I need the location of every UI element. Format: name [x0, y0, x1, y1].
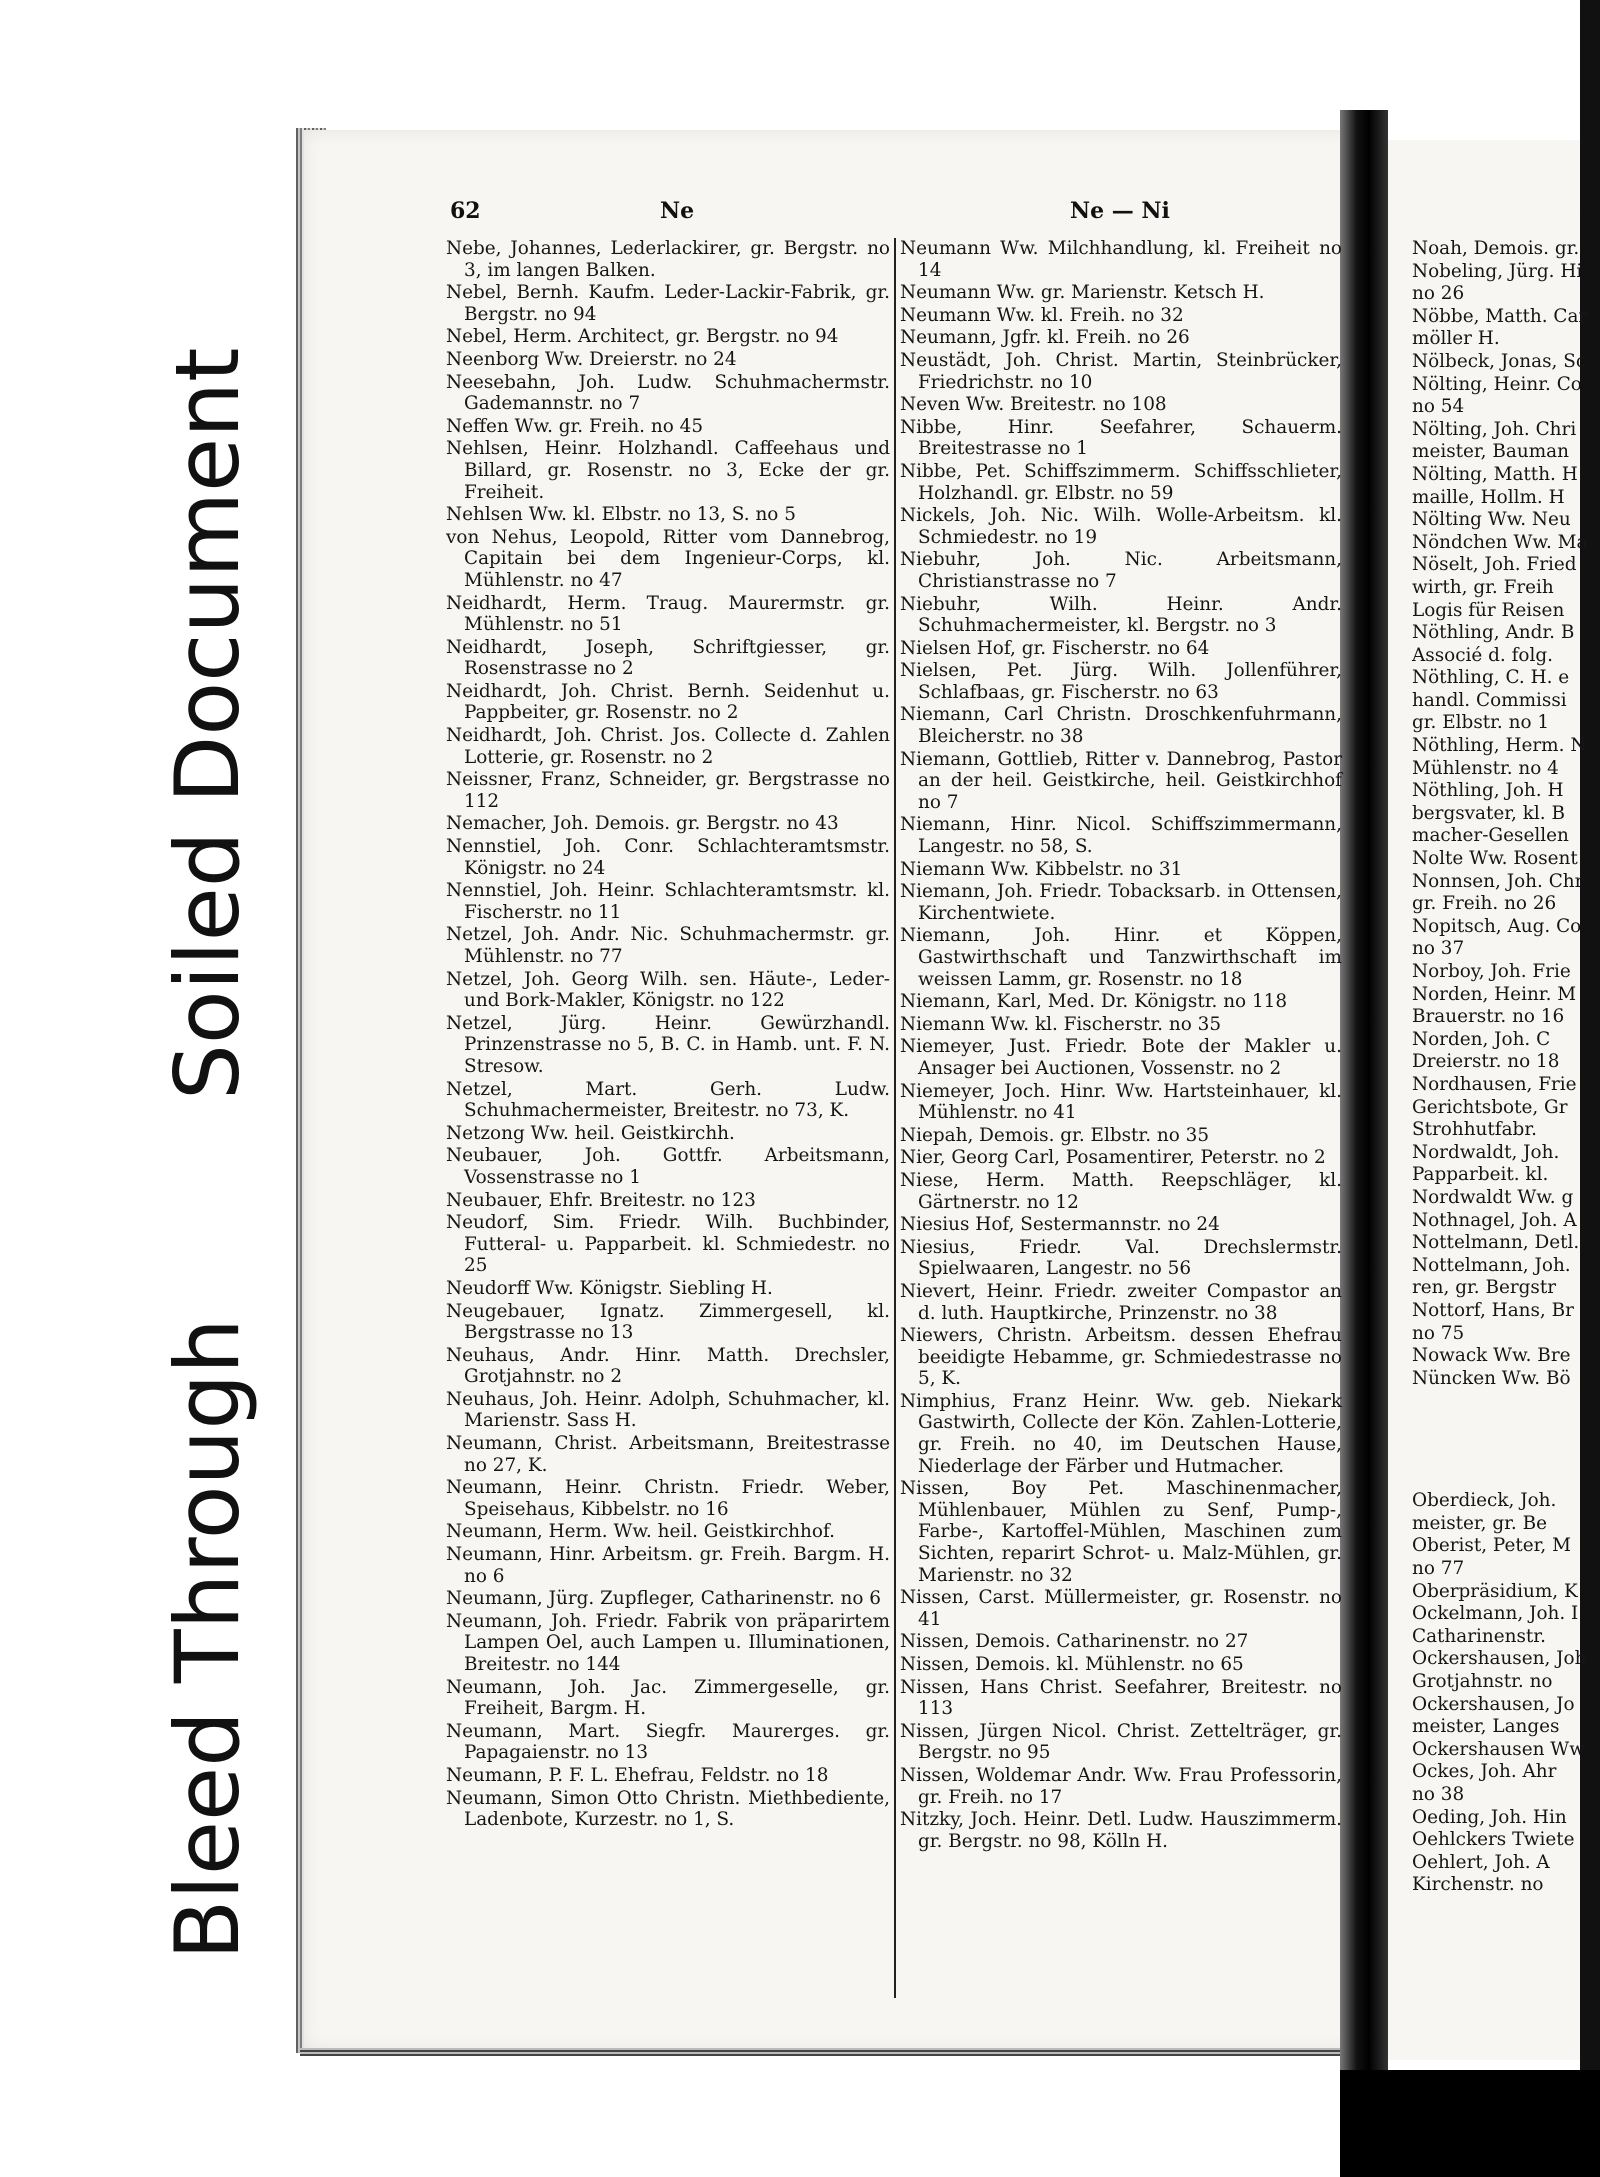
directory-entry: Neumann, Simon Otto Christn. Miethbediente, Ladenbote, Kurzestr. no 1, S. [446, 1787, 890, 1831]
directory-entry: Niemann, Hinr. Nicol. Schiffszimmermann, Langestr. no 58, S. [900, 814, 1342, 858]
directory-entry: Kirchenstr. no [1412, 1874, 1544, 1896]
directory-entry: Niemann Ww. kl. Fischerstr. no 35 [900, 1013, 1222, 1035]
directory-column-1 [446, 238, 890, 1832]
directory-entry: Neissner, Franz, Schneider, gr. Bergstrasse no 112 [446, 769, 890, 812]
directory-entry: Nissen, Carst. Müllermeister, gr. Rosenstr. no 41 [900, 1587, 1342, 1630]
page-bottom-edge [300, 2048, 1375, 2056]
directory-entry: Neumann, Hinr. Arbeitsm. gr. Freih. Bargm. H. no 6 [446, 1544, 890, 1587]
directory-entry: Nöthling, Andr. B [1412, 622, 1575, 644]
directory-entry: Nottorf, Hans, Br [1412, 1299, 1574, 1321]
directory-entry: Strohhutfabr. [1412, 1119, 1537, 1141]
directory-entry: Neumann, P. F. L. Ehefrau, Feldstr. no 18 [446, 1764, 829, 1786]
directory-entry: Ockes, Joh. Ahr [1412, 1761, 1557, 1783]
directory-entry: Grotjahnstr. no [1412, 1671, 1553, 1693]
directory-entry: Nöselt, Joh. Fried [1412, 554, 1577, 576]
directory-entry: wirth, gr. Freih [1412, 576, 1554, 598]
directory-entry: meister, Langes [1412, 1716, 1560, 1738]
running-header-left: Ne [660, 198, 695, 224]
directory-entry: Nissen, Demois. kl. Mühlenstr. no 65 [900, 1654, 1244, 1675]
directory-entry: Nibbe, Hinr. Seefahrer, Schauerm. Breitestrasse no 1 [900, 416, 1342, 460]
directory-entry: Nobeling, Jürg. Hi [1412, 260, 1583, 282]
directory-entry: Niemann, Karl, Med. Dr. Königstr. no 118 [900, 991, 1288, 1013]
directory-entry: no 54 [1412, 396, 1465, 418]
directory-entry: von Nehus, Leopold, Ritter vom Dannebrog, Capitain bei dem Ingenieur-Corps, kl. Mühlenstr. no 47 [446, 526, 890, 591]
directory-entry: Nordwaldt Ww. g [1412, 1186, 1574, 1208]
directory-entry: Nopitsch, Aug. Co [1412, 915, 1582, 937]
directory-entry: Niemeyer, Joch. Hinr. Ww. Hartsteinhauer, kl. Mühlenstr. no 41 [900, 1080, 1342, 1124]
directory-entry: Neidhardt, Herm. Traug. Maurermstr. gr. Mühlenstr. no 51 [446, 592, 890, 636]
directory-entry: Nöthling, C. H. e [1412, 667, 1570, 689]
directory-entry: Niepah, Demois. gr. Elbstr. no 35 [900, 1124, 1210, 1146]
directory-entry: Nielsen, Pet. Jürg. Wilh. Jollenführer, Schlafbaas, gr. Fischerstr. no 63 [900, 660, 1342, 703]
column-3-lower [1412, 1490, 1600, 1896]
directory-entry: Catharinenstr. [1412, 1625, 1546, 1647]
directory-entry: maille, Hollm. H [1412, 486, 1565, 508]
directory-entry: Nordhausen, Frie [1412, 1073, 1577, 1095]
directory-entry: Neumann, Mart. Siegfr. Maurerges. gr. Papagaienstr. no 13 [446, 1720, 890, 1764]
book-spine [1340, 110, 1388, 2177]
directory-entry: Neubauer, Ehfr. Breitestr. no 123 [446, 1189, 756, 1211]
directory-entry: Associé d. folg. [1412, 644, 1553, 666]
directory-entry: Nebel, Bernh. Kaufm. Leder-Lackir-Fabrik, gr. Bergstr. no 94 [446, 282, 890, 325]
directory-entry: Nowack Ww. Bre [1412, 1345, 1571, 1367]
directory-entry: Niemann, Joh. Hinr. et Köppen, Gastwirthschaft und Tanzwirthschaft im weissen Lamm, gr. Rosenstr. no 18 [900, 925, 1342, 990]
directory-entry: Niemeyer, Just. Friedr. Bote der Makler u. Ansager bei Auctionen, Vossenstr. no 2 [900, 1036, 1342, 1079]
directory-entry: Niemann, Joh. Friedr. Tobacksarb. in Ottensen, Kirchentwiete. [900, 881, 1342, 924]
column-divider [894, 238, 896, 1998]
directory-entry: handl. Commissi [1412, 689, 1567, 711]
directory-entry: Neumann Ww. Milchhandlung, kl. Freiheit no 14 [900, 238, 1342, 281]
directory-entry: Neumann, Jürg. Zupfleger, Catharinenstr. no 6 [446, 1588, 881, 1610]
bottom-shadow [1340, 2070, 1600, 2177]
directory-entry: Oehlckers Twiete [1412, 1829, 1575, 1851]
directory-entry: Netzel, Mart. Gerh. Ludw. Schuhmachermeister, Breitestr. no 73, K. [446, 1078, 890, 1122]
directory-entry: Ockershausen Ww [1412, 1738, 1585, 1760]
column-3-upper [1412, 238, 1600, 1389]
directory-entry: Nemacher, Joh. Demois. gr. Bergstr. no 43 [446, 813, 839, 835]
directory-entry: no 37 [1412, 938, 1465, 960]
directory-entry: Nölting Ww. Neu [1412, 509, 1571, 531]
directory-entry: Nissen, Hans Christ. Seefahrer, Breitestr. no 113 [900, 1676, 1342, 1720]
directory-entry: Netzel, Joh. Georg Wilh. sen. Häute-, Leder- und Bork-Makler, Königstr. no 122 [446, 968, 890, 1012]
directory-entry: Neidhardt, Joh. Christ. Jos. Collecte d. Zahlen Lotterie, gr. Rosenstr. no 2 [446, 725, 890, 768]
directory-entry: Nüncken Ww. Bö [1412, 1367, 1571, 1389]
directory-entry: Neudorf, Sim. Friedr. Wilh. Buchbinder, Futteral- u. Papparbeit. kl. Schmiedestr. no 25 [446, 1212, 890, 1277]
directory-entry: Mühlenstr. no 4 [1412, 757, 1559, 779]
directory-entry: Neustädt, Joh. Christ. Martin, Steinbrücker, Friedrichstr. no 10 [900, 349, 1342, 393]
directory-entry: Nölting, Joh. Chri [1412, 418, 1577, 440]
directory-entry: Niemann, Carl Christn. Droschkenfuhrmann, Bleicherstr. no 38 [900, 704, 1342, 748]
directory-entry: Noah, Demois. gr. [1412, 238, 1580, 259]
running-header-center: Ne — Ni [1070, 198, 1170, 224]
directory-entry: Oberpräsidium, K [1412, 1580, 1578, 1602]
directory-entry: Niemann Ww. Kibbelstr. no 31 [900, 858, 1183, 880]
directory-entry: Nölting, Heinr. Co [1412, 373, 1582, 395]
directory-entry: Nebe, Johannes, Lederlackirer, gr. Bergstr. no 3, im langen Balken. [446, 238, 890, 281]
directory-entry: no 75 [1412, 1322, 1465, 1344]
directory-entry: Nordwaldt, Joh. [1412, 1141, 1560, 1163]
directory-entry: gr. Elbstr. no 1 [1412, 712, 1550, 734]
directory-entry: Nonnsen, Joh. Chr [1412, 870, 1584, 892]
directory-entry: Nölting, Matth. H [1412, 463, 1578, 485]
directory-entry: no 26 [1412, 283, 1465, 305]
directory-entry: bergsvater, kl. B [1412, 802, 1565, 824]
directory-column-2 [900, 238, 1342, 1853]
directory-entry: no 77 [1412, 1558, 1465, 1580]
directory-entry: Gerichtsbote, Gr [1412, 1096, 1568, 1118]
directory-entry: meister, gr. Be [1412, 1512, 1548, 1534]
directory-entry: macher-Gesellen [1412, 825, 1569, 847]
directory-entry: Nickels, Joh. Nic. Wilh. Wolle-Arbeitsm. kl. Schmiedestr. no 19 [900, 505, 1342, 548]
running-header-right: N [1580, 198, 1600, 224]
directory-entry: Dreierstr. no 18 [1412, 1051, 1560, 1073]
directory-entry: Nöndchen Ww. Ma [1412, 531, 1588, 553]
directory-entry: Nennstiel, Joh. Heinr. Schlachteramtsmstr. kl. Fischerstr. no 11 [446, 880, 890, 923]
directory-entry: meister, Bauman [1412, 441, 1569, 463]
directory-entry: Nievert, Heinr. Friedr. zweiter Compastor an d. luth. Hauptkirche, Prinzenstr. no 38 [900, 1280, 1342, 1324]
directory-entry: Neffen Ww. gr. Freih. no 45 [446, 415, 704, 437]
directory-entry: Nitzky, Joch. Heinr. Detl. Ludw. Hauszimmerm. gr. Bergstr. no 98, Kölln H. [900, 1809, 1342, 1852]
directory-entry: Nier, Georg Carl, Posamentirer, Peterstr. no 2 [900, 1147, 1326, 1169]
directory-entry: Oeding, Joh. Hin [1412, 1806, 1567, 1828]
directory-entry: Niese, Herm. Matth. Reepschläger, kl. Gärtnerstr. no 12 [900, 1169, 1342, 1213]
directory-entry: Neumann, Jgfr. kl. Freih. no 26 [900, 327, 1190, 349]
directory-entry: Neesebahn, Joh. Ludw. Schuhmachermstr. Gademannstr. no 7 [446, 371, 890, 415]
directory-entry: Nolte Ww. Rosent [1412, 848, 1578, 870]
directory-entry: Neugebauer, Ignatz. Zimmergesell, kl. Bergstrasse no 13 [446, 1300, 890, 1344]
directory-entry: Nottelmann, Detl. [1412, 1232, 1580, 1254]
directory-entry: Netzel, Joh. Andr. Nic. Schuhmachermstr. gr. Mühlenstr. no 77 [446, 924, 890, 967]
directory-entry: Niemann, Gottlieb, Ritter v. Dannebrog, Pastor an der heil. Geistkirche, heil. Geistkirchhof no 7 [900, 748, 1342, 813]
directory-entry: Neumann Ww. gr. Marienstr. Ketsch H. [900, 282, 1265, 304]
directory-entry: Nöthling, Joh. H [1412, 780, 1564, 802]
directory-entry: Niewers, Christn. Arbeitsm. dessen Ehefrau beeidigte Hebamme, gr. Schmiedestrasse no 5, K. [900, 1325, 1342, 1390]
directory-entry: Niebuhr, Wilh. Heinr. Andr. Schuhmachermeister, kl. Bergstr. no 3 [900, 593, 1342, 637]
directory-entry: Netzel, Jürg. Heinr. Gewürzhandl. Prinzenstrasse no 5, B. C. in Hamb. unt. F. N. Stresow. [446, 1012, 890, 1077]
directory-entry: Neven Ww. Breitestr. no 108 [900, 394, 1167, 416]
page-number: 62 [450, 198, 481, 224]
directory-entry: Nöbbe, Matth. Car [1412, 305, 1588, 327]
directory-entry: gr. Freih. no 26 [1412, 893, 1557, 915]
directory-entry: Neubauer, Joh. Gottfr. Arbeitsmann, Vossenstrasse no 1 [446, 1145, 890, 1188]
directory-entry: Nissen, Jürgen Nicol. Christ. Zettelträger, gr. Bergstr. no 95 [900, 1720, 1342, 1764]
directory-entry: Ockershausen, Jo [1412, 1693, 1575, 1715]
directory-entry: Norden, Heinr. M [1412, 983, 1577, 1005]
directory-entry: möller H. [1412, 328, 1500, 350]
directory-entry: Neumann, Herm. Ww. heil. Geistkirchhof. [446, 1521, 835, 1543]
directory-entry: Nölbeck, Jonas, Sc [1412, 350, 1587, 372]
directory-entry: Norboy, Joh. Frie [1412, 961, 1571, 982]
directory-entry: Brauerstr. no 16 [1412, 1006, 1565, 1028]
directory-column-3 [1412, 238, 1600, 1897]
directory-entry: Neenborg Ww. Dreierstr. no 24 [446, 348, 737, 370]
bleed-through-label: Bleed Through [156, 1318, 259, 1960]
directory-entry: Oehlert, Joh. A [1412, 1851, 1550, 1873]
directory-entry: Nimphius, Franz Heinr. Ww. geb. Niekark Gastwirth, Collecte der Kön. Zahlen-Lotterie, gr. Freih. no 40, im Deutschen Hause, Niederlage der Färber und Hutmacher. [900, 1390, 1342, 1477]
directory-entry: Neumann, Joh. Friedr. Fabrik von präparirtem Lampen Oel, auch Lampen u. Illuminationen, Breitestr. no 144 [446, 1610, 890, 1675]
directory-entry: Nöthling, Herm. N [1412, 735, 1587, 757]
directory-entry: Nothnagel, Joh. A [1412, 1209, 1577, 1231]
directory-entry: Oberist, Peter, M [1412, 1535, 1571, 1557]
column-3-gap [1412, 1390, 1600, 1490]
directory-entry: Nissen, Woldemar Andr. Ww. Frau Professorin, gr. Freih. no 17 [900, 1764, 1342, 1808]
directory-entry: Neuhaus, Joh. Heinr. Adolph, Schuhmacher, kl. Marienstr. Sass H. [446, 1388, 890, 1432]
directory-entry: Ockershausen, Joh [1412, 1648, 1587, 1670]
directory-entry: Niesius, Friedr. Val. Drechslermstr. Spielwaaren, Langestr. no 56 [900, 1236, 1342, 1280]
directory-entry: ren, gr. Bergstr [1412, 1277, 1557, 1299]
directory-entry: no 38 [1412, 1784, 1465, 1805]
directory-entry: Nissen, Demois. Catharinenstr. no 27 [900, 1631, 1249, 1653]
soiled-document-label: Soiled Document [156, 347, 259, 1100]
directory-entry: Nottelmann, Joh. [1412, 1254, 1571, 1276]
directory-entry: Nissen, Boy Pet. Maschinenmacher, Mühlenbauer, Mühlen zu Senf, Pump-, Farbe-, Kartoffel-Mühlen, Maschinen zum Sichten, reparirt Schrot- u. Malz-Mühlen, gr. Marienstr. no 32 [900, 1478, 1342, 1586]
directory-entry: Neudorff Ww. Königstr. Siebling H. [446, 1277, 773, 1299]
directory-entry: Nielsen Hof, gr. Fischerstr. no 64 [900, 637, 1210, 659]
directory-entry: Nehlsen, Heinr. Holzhandl. Caffeehaus und Billard, gr. Rosenstr. no 3, Ecke der gr. Freiheit. [446, 438, 890, 503]
directory-entry: Niesius Hof, Sestermannstr. no 24 [900, 1214, 1220, 1236]
directory-entry: Nennstiel, Joh. Conr. Schlachteramtsmstr. Königstr. no 24 [446, 836, 890, 879]
directory-entry: Neumann Ww. kl. Freih. no 32 [900, 304, 1184, 326]
directory-entry: Netzong Ww. heil. Geistkirchh. [446, 1122, 735, 1144]
directory-entry: Papparbeit. kl. [1412, 1164, 1549, 1186]
directory-entry: Nebel, Herm. Architect, gr. Bergstr. no 94 [446, 326, 839, 348]
directory-entry: Ockelmann, Joh. I [1412, 1603, 1579, 1625]
directory-entry: Logis für Reisen [1412, 599, 1565, 621]
directory-entry: Neumann, Heinr. Christn. Friedr. Weber, Speisehaus, Kibbelstr. no 16 [446, 1477, 890, 1520]
directory-entry: Neumann, Joh. Jac. Zimmergeselle, gr. Freiheit, Bargm. H. [446, 1676, 890, 1720]
directory-entry: Nibbe, Pet. Schiffszimmerm. Schiffsschlieter, Holzhandl. gr. Elbstr. no 59 [900, 460, 1342, 504]
directory-entry: Neidhardt, Joh. Christ. Bernh. Seidenhut u. Pappbeiter, gr. Rosenstr. no 2 [446, 680, 890, 724]
directory-entry: Oberdieck, Joh. [1412, 1490, 1557, 1512]
directory-entry: Niebuhr, Joh. Nic. Arbeitsmann, Christianstrasse no 7 [900, 549, 1342, 592]
directory-entry: Neumann, Christ. Arbeitsmann, Breitestrasse no 27, K. [446, 1433, 890, 1476]
directory-entry: Norden, Joh. C [1412, 1028, 1551, 1050]
directory-entry: Nehlsen Ww. kl. Elbstr. no 13, S. no 5 [446, 504, 796, 526]
directory-entry: Neidhardt, Joseph, Schriftgiesser, gr. Rosenstrasse no 2 [446, 636, 890, 680]
directory-entry: Neuhaus, Andr. Hinr. Matth. Drechsler, Grotjahnstr. no 2 [446, 1344, 890, 1388]
